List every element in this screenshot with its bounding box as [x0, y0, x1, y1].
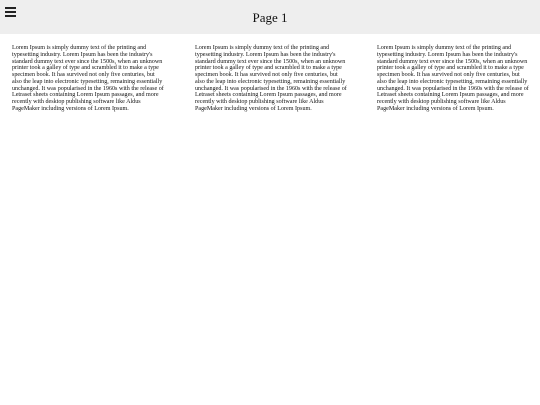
text-column-2: Lorem Ipsum is simply dummy text of the printing and typesetting industry. Lorem Ipsum has been the industry's standard dummy text ever since the 1500s, when an unknown printer took a galley of type and scrambled it to make a type specimen book. It has survived not only five centuries, but also the leap into electronic typesetting, remaining essentially unchanged. It was popularised in the 1960s with the release of Letraset sheets containing Lorem Ipsum passages, and more recently with desktop publishing software like Aldus PageMaker including versions of Lorem Ipsum. [195, 45, 347, 112]
menu-line [5, 7, 16, 9]
text-column-1: Lorem Ipsum is simply dummy text of the printing and typesetting industry. Lorem Ipsum has been the industry's standard dummy text ever since the 1500s, when an unknown printer took a galley of type and scrambled it to make a type specimen book. It has survived not only five centuries, but also the leap into electronic typesetting, remaining essentially unchanged. It was popularised in the 1960s with the release of Letraset sheets containing Lorem Ipsum passages, and more recently with desktop publishing software like Aldus PageMaker including versions of Lorem Ipsum. [12, 45, 164, 112]
text-column-3: Lorem Ipsum is simply dummy text of the printing and typesetting industry. Lorem Ipsum has been the industry's standard dummy text ever since the 1500s, when an unknown printer took a galley of type and scrambled it to make a type specimen book. It has survived not only five centuries, but also the leap into electronic typesetting, remaining essentially unchanged. It was popularised in the 1960s with the release of Letraset sheets containing Lorem Ipsum passages, and more recently with desktop publishing software like Aldus PageMaker including versions of Lorem Ipsum. [377, 45, 529, 112]
header-bar [0, 0, 540, 34]
page-title: Page 1 [252, 10, 288, 25]
